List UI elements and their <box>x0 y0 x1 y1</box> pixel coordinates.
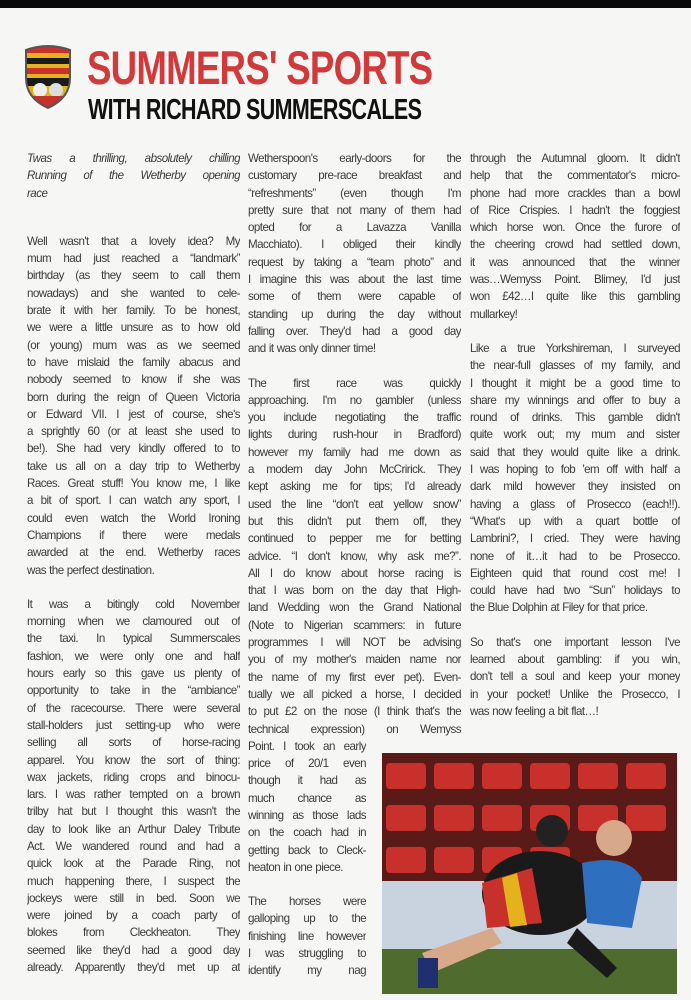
text-line: don't tell a soul and keep your money <box>470 670 680 684</box>
text-line: on the coach had in <box>248 826 366 840</box>
text-line: Point. I took an early <box>248 739 366 753</box>
text-line: “What's up with a quart bottle of <box>470 514 680 528</box>
text-line: blokes from Cleckheaton. They <box>27 926 240 940</box>
text-line: the name of my first ever pet). Even- <box>248 670 461 684</box>
text-line: birthday (as they seem to call them <box>27 269 240 283</box>
column-1 <box>27 150 240 993</box>
text-line: advice. “I don't know, why ask me?”. <box>248 549 461 563</box>
column-3 <box>470 150 680 737</box>
text-line: you include negotiating the traffic <box>248 411 461 425</box>
text-line: quite work out; my mum and sister <box>470 428 680 442</box>
text-line: nowadays) and she wanted to cele- <box>27 286 240 300</box>
text-line: Like a true Yorkshireman, I surveyed <box>470 341 680 355</box>
text-line: I thought it might be a good time to <box>470 376 680 390</box>
text-line: you of my mother's maiden name nor <box>248 653 461 667</box>
text-line: brate it with her family. To be honest, <box>27 304 240 318</box>
text-line: Champions if there were medals <box>27 528 240 542</box>
text-line: of the racecourse. There were several <box>27 701 240 715</box>
text-line: stall-holders just setting-up who were <box>27 718 240 732</box>
text-line: a bit of sport. I can watch any sport, I <box>27 494 240 508</box>
text-line: of Rice Crispies. I hadn't the foggiest <box>470 203 680 217</box>
text-line: but this didn't put them off, they <box>248 514 461 528</box>
text-line: kept asking me for tips; I'd already <box>248 480 461 494</box>
text-line: the cheering crowd had settled down, <box>470 238 680 252</box>
text-line: day to look like an Arthur Daley Tribute <box>27 822 240 836</box>
text-line: the Blue Dolphin at Filey for that price. <box>470 601 648 615</box>
text-line: round of drinks. This gamble didn't <box>470 411 680 425</box>
text-line: (Note to Nigerian scammers: in future <box>248 618 461 632</box>
text-line: though it had as <box>248 774 366 788</box>
club-crest-icon <box>22 44 74 110</box>
text-line: dark mild however they insisted on <box>470 480 680 494</box>
paragraph <box>27 233 240 579</box>
text-line: be!). She had very kindly offered to to <box>27 442 240 456</box>
text-line: awarded at the end. Wetherby races <box>27 546 240 560</box>
text-line: were joined by a coach party of <box>27 909 240 923</box>
text-line: apparel. You know the sort of thing: <box>27 753 240 767</box>
text-line: standing up during the day without <box>248 307 461 321</box>
text-line: was…Wemyss Point. Blimey, I'd just <box>470 273 680 287</box>
paragraph <box>27 596 240 977</box>
text-line: to have mislaid the family abacus and <box>27 355 240 369</box>
text-line: much happening there, I suspect the <box>27 874 240 888</box>
text-line: I imagine this was about the last time <box>248 273 461 287</box>
text-line: much chance as <box>248 791 366 805</box>
text-line: hours early so this gave us plenty of <box>27 667 240 681</box>
text-line: Wetherspoon's early-doors for the <box>248 152 461 165</box>
text-line: wax jackets, riding crops and binocu- <box>27 770 240 784</box>
text-line: tually we all picked a horse, I decided <box>248 687 461 701</box>
text-line: mum had just reached a “landmark” <box>27 252 240 266</box>
text-line: request by taking a “team photo” and <box>248 255 461 269</box>
text-line: a sprightly 60 (or at least she used to <box>27 425 240 439</box>
text-line: through the Autumnal gloom. It didn't <box>470 152 680 165</box>
byline: WITH RICHARD SUMMERSCALES <box>88 94 422 126</box>
text-line: already. Apparently they'd met up at <box>27 961 240 975</box>
paragraph <box>470 634 680 720</box>
text-line: it was announced that the winner <box>470 255 680 269</box>
text-line: finishing line however <box>248 929 366 943</box>
text-line: Well wasn't that a lovely idea? My <box>27 234 240 248</box>
paragraph <box>248 375 461 738</box>
text-line: which horse won. Once the furore of <box>470 221 680 235</box>
paragraph <box>470 340 680 617</box>
text-line: share my winnings and offer to buy a <box>470 393 680 407</box>
text-line: used the line “don't eat yellow snow” <box>248 497 461 511</box>
text-line: The horses were <box>248 895 366 909</box>
text-line: Lambrini?, I cried. They were having <box>470 532 680 546</box>
text-line: It was a bitingly cold November <box>27 597 240 611</box>
text-line: “refreshments” (even though I'm <box>248 186 461 200</box>
text-line: won £42…I quite like this gambling <box>470 290 680 304</box>
text-line: nobody seemed to know if she was <box>27 373 240 387</box>
text-line: having a glass of Prosecco (each!!). <box>470 497 680 511</box>
text-line: was now feeling a bit flat…! <box>470 704 599 718</box>
text-line: fashion, we were only one and half <box>27 649 240 663</box>
text-line: learned about gambling: if you win, <box>470 653 680 667</box>
text-line: the taxi. In typical Summerscales <box>27 632 240 646</box>
text-line: All I do know about horse racing is <box>248 566 461 580</box>
text-line: continued to pepper me for betting <box>248 532 461 546</box>
text-line: heaton in one piece. <box>248 860 343 874</box>
text-line: approaching. I'm no gambler (unless <box>248 393 461 407</box>
paragraph <box>248 150 461 358</box>
text-line: take us all on a day trip to Wetherby <box>27 459 240 473</box>
text-line: programmes I will NOT be advising <box>248 636 461 650</box>
text-line: jockeys were still in bed. Soon we <box>27 891 240 905</box>
text-line: trilby hat but I thought this wasn't the <box>27 805 240 819</box>
text-line: that I was born on the day that High- <box>248 584 461 598</box>
text-line: could have had two “Sun” holidays to <box>470 584 680 598</box>
text-line: however my family had me down as <box>248 445 461 459</box>
page-title: SUMMERS' SPORTS <box>87 41 433 94</box>
text-line: morning when we clamoured out of <box>27 615 240 629</box>
intro-verse <box>27 150 240 202</box>
text-line: none of it…it had to be Prosecco. <box>470 549 680 563</box>
text-line: Eighteen quid that round cost me! I <box>470 566 680 580</box>
text-line: winning as those lads <box>248 808 366 822</box>
text-line: we were a little unsure as to how old <box>27 321 240 335</box>
text-line: phone had more crackles than a bowl <box>470 186 680 200</box>
text-line: or Edward VII. I jest of course, she's <box>27 407 240 421</box>
text-line: mullarkey! <box>470 307 518 321</box>
text-line: lights during rush-hour in Bradford) <box>248 428 461 442</box>
text-line: a modern day John McCririck. They <box>248 463 461 477</box>
text-line: falling over. They'd had a good day <box>248 324 461 338</box>
paragraph <box>470 150 680 323</box>
text-line: technical expression) on Wemyss <box>248 722 461 736</box>
text-line: land Wedding won the Grand National <box>248 601 461 615</box>
text-line: to put £2 on the nose (I think that's the <box>248 705 461 719</box>
text-line: I was hoping to fob 'em off with half a <box>470 463 680 477</box>
text-line: So that's one important lesson I've <box>470 635 680 649</box>
text-line: the near-full glasses of my family, and <box>470 359 680 373</box>
text-line: was the perfect destination. <box>27 563 155 577</box>
rugby-photo <box>382 753 677 994</box>
text-line: Macchiato). I obliged their kindly <box>248 238 461 252</box>
text-line: opportunity to take in the “ambiance” <box>27 684 240 698</box>
text-line: selling all sorts of horse-racing <box>27 736 240 750</box>
text-line: Act. We wandered round and had a <box>27 839 240 853</box>
text-line: pretty sure that not many of them had <box>248 203 461 217</box>
text-line: I was struggling to <box>248 947 366 961</box>
text-line: Twas a thrilling, absolutely chilling <box>27 152 240 165</box>
top-bar <box>0 0 691 8</box>
text-line: price of 20/1 even <box>248 757 366 771</box>
text-line: some of them were capable of <box>248 290 461 304</box>
text-line: born during the reign of Queen Victoria <box>27 390 240 404</box>
text-line: getting back to Cleck- <box>248 843 366 857</box>
text-line: and it was only dinner time! <box>248 342 376 356</box>
text-line: Races. Great stuff! You know me, I like <box>27 477 240 491</box>
text-line: Running of the Wetherby opening <box>27 169 240 183</box>
text-line: lars. I was rather tempted on a brown <box>27 788 240 802</box>
text-line: identify my nag <box>248 964 366 978</box>
text-line: seemed like they'd had a good day <box>27 943 240 957</box>
text-line: in your pocket! Unlike the Prosecco, I <box>470 687 680 701</box>
text-line: race <box>27 186 48 200</box>
text-line: (or young) mum was as we seemed <box>27 338 240 352</box>
text-line: said that they would quite like a drink. <box>470 445 680 459</box>
text-line: The first race was quickly <box>248 376 461 390</box>
text-line: could even watch the World Ironing <box>27 511 240 525</box>
text-line: help that the commentator's micro- <box>470 169 680 183</box>
text-line: customary pre-race breakfast and <box>248 169 461 183</box>
text-line: opted for a Lavazza Vanilla <box>248 221 461 235</box>
text-line: galloping up to the <box>248 912 366 926</box>
text-line: quick look at the Parade Ring, not <box>27 857 240 871</box>
